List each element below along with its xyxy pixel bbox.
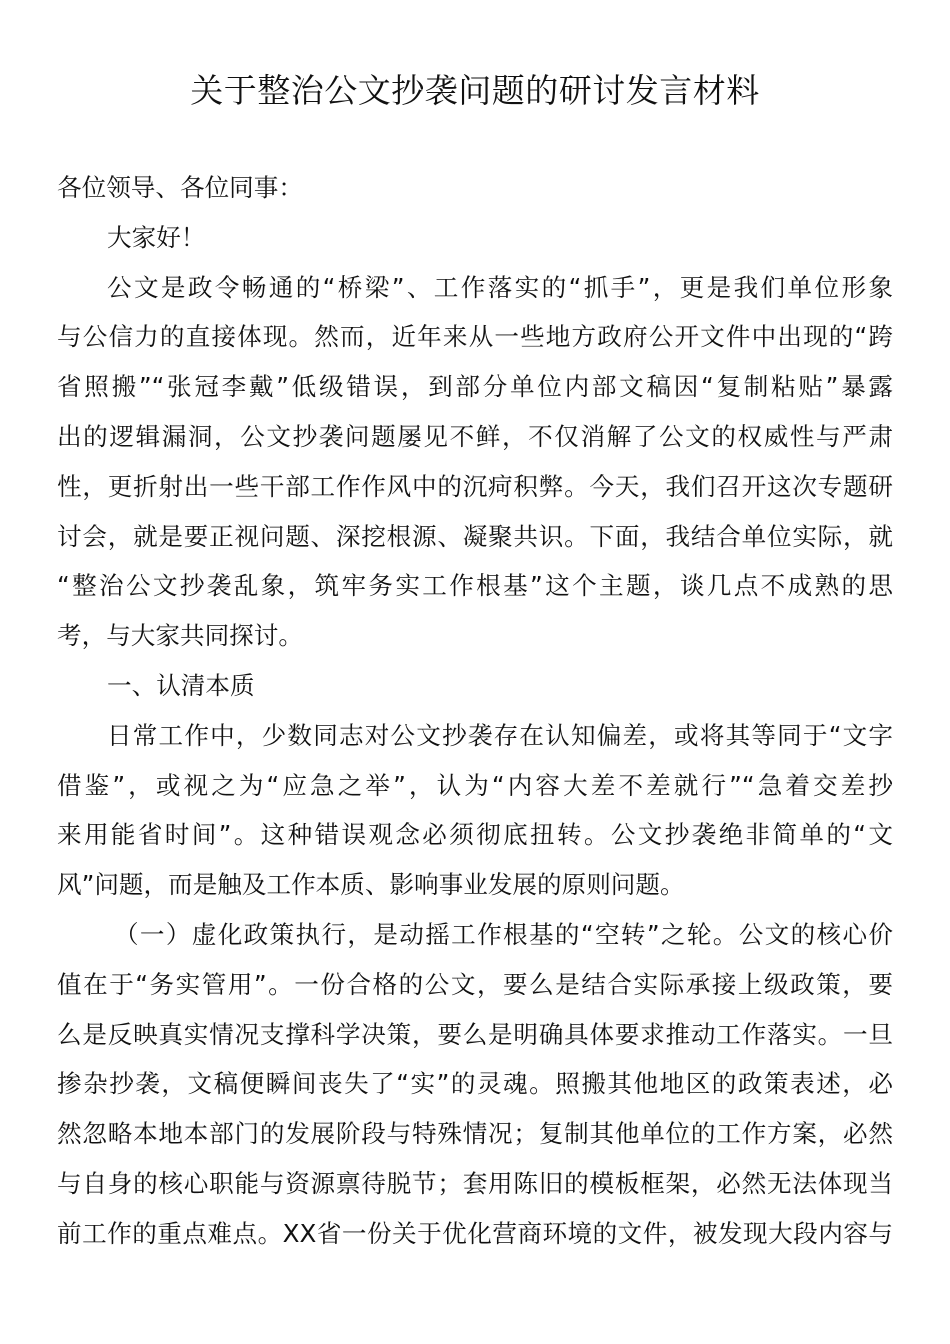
paragraph-line: 与公信力的直接体现。然而，近年来从一些地方政府公开文件中出现的“跨 (57, 322, 893, 352)
subsection-paragraph (57, 910, 893, 1259)
paragraph-line: 来用能省时间”。这种错误观念必须彻底扭转。公文抄袭绝非简单的“文 (57, 820, 893, 850)
section-heading: 一、认清本质 (107, 670, 255, 700)
paragraph-line: 考，与大家共同探讨。 (57, 621, 303, 651)
paragraph-line: 风”问题，而是触及工作本质、影响事业发展的原则问题。 (57, 870, 685, 900)
paragraph-line: 然忽略本地本部门的发展阶段与特殊情况；复制其他单位的工作方案，必然 (57, 1119, 893, 1149)
document-body (57, 163, 893, 1259)
section-paragraph (57, 711, 893, 910)
paragraph-line: 与自身的核心职能与资源禀待脱节；套用陈旧的模板框架，必然无法体现当 (57, 1168, 893, 1198)
intro-paragraph (57, 263, 893, 661)
paragraph-line: 值在于“务实管用”。一份合格的公文，要么是结合实际承接上级政策，要 (57, 969, 893, 999)
paragraph-line: 公文是政令畅通的“桥梁”、工作落实的“抓手”，更是我们单位形象 (107, 272, 893, 302)
paragraph-line: 掺杂抄袭，文稿便瞬间丧失了“实”的灵魂。照搬其他地区的政策表述，必 (57, 1069, 893, 1099)
greeting: 大家好！ (107, 222, 206, 252)
document-title: 关于整治公文抄袭问题的研讨发言材料 (190, 71, 760, 110)
paragraph-line: （一）虚化政策执行，是动摇工作根基的“空转”之轮。公文的核心价 (114, 919, 893, 949)
paragraph-line: 性，更折射出一些干部工作作风中的沉疴积弊。今天，我们召开这次专题研 (57, 471, 893, 501)
paragraph-line: “整治公文抄袭乱象，筑牢务实工作根基”这个主题，谈几点不成熟的思 (57, 571, 893, 601)
paragraph-line: 日常工作中，少数同志对公文抄袭存在认知偏差，或将其等同于“文字 (107, 720, 893, 750)
paragraph-line: 出的逻辑漏洞，公文抄袭问题屡见不鲜，不仅消解了公文的权威性与严肃 (57, 421, 893, 451)
paragraph-line: 省照搬”“张冠李戴”低级错误，到部分单位内部文稿因“复制粘贴”暴露 (57, 372, 893, 402)
paragraph-line: 讨会，就是要正视问题、深挖根源、凝聚共识。下面，我结合单位实际，就 (57, 521, 893, 551)
paragraph-line: 么是反映真实情况支撑科学决策，要么是明确具体要求推动工作落实。一旦 (57, 1019, 893, 1049)
paragraph-line: 借鉴”，或视之为“应急之举”，认为“内容大差不差就行”“急着交差抄 (57, 770, 893, 800)
paragraph-line: 前工作的重点难点。XX省一份关于优化营商环境的文件，被发现大段内容与 (57, 1218, 893, 1248)
salutation: 各位领导、各位同事： (57, 173, 303, 202)
